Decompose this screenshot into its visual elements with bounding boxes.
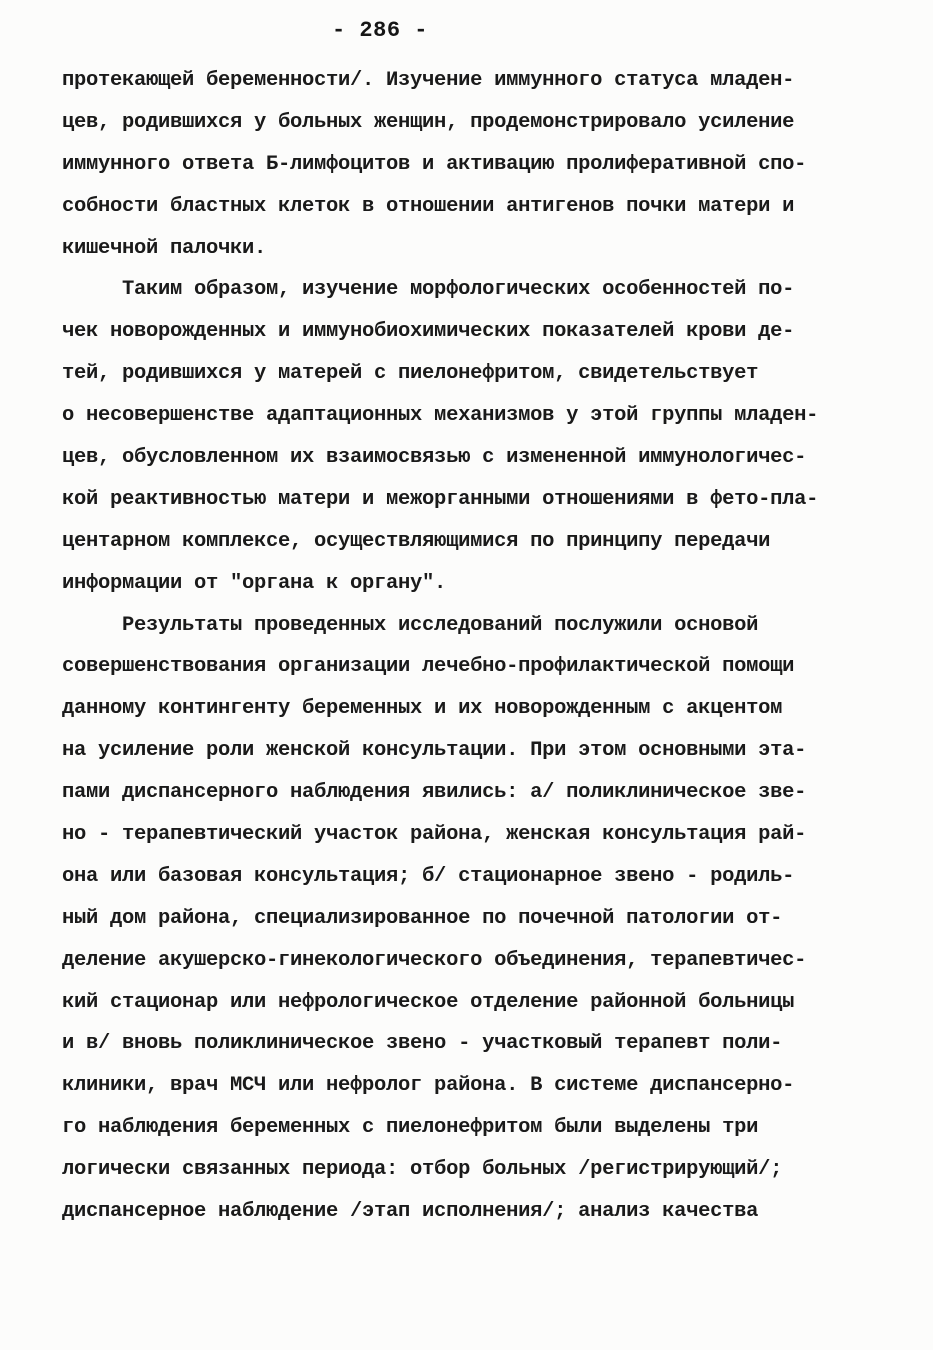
text-line: протекающей беременности/. Изучение иммунного статуса младен- bbox=[62, 69, 795, 92]
text-line: деление акушерско-гинекологического объединения, терапевтичес- bbox=[62, 948, 807, 972]
text-line: информации от "органа к органу". bbox=[62, 571, 447, 595]
text-line: тей, родившихся у матерей с пиелонефритом, свидетельствует bbox=[62, 362, 759, 386]
text-line: она или базовая консультация; б/ стационарное звено - родиль- bbox=[62, 864, 795, 888]
text-line: клиники, врач МСЧ или нефролог района. В системе диспансерно- bbox=[62, 1074, 795, 1098]
text-line: совершенствования организации лечебно-профилактической помощи bbox=[62, 655, 795, 679]
text-line: цев, родившихся у больных женщин, продемонстрировало усиление bbox=[62, 110, 795, 134]
text-line: но - терапевтический участок района, женская консультация рай- bbox=[62, 823, 807, 847]
page-number: - 286 - bbox=[332, 18, 428, 43]
text-line: о несовершенстве адаптационных механизмов у этой группы младен- bbox=[62, 404, 819, 428]
text-line: ный дом района, специализированное по почечной патологии от- bbox=[62, 906, 783, 930]
text-line: центарном комплексе, осуществляющимися по принципу передачи bbox=[62, 529, 771, 553]
text-line: Результаты проведенных исследований послужили основой bbox=[62, 613, 759, 637]
text-line: цев, обусловленном их взаимосвязью с измененной иммунологичес- bbox=[62, 446, 807, 470]
text-line: диспансерное наблюдение /этап исполнения/; анализ качества bbox=[62, 1200, 759, 1224]
text-line: логически связанных периода: отбор больных /регистрирующий/; bbox=[62, 1158, 783, 1182]
text-line: Таким образом, изучение морфологических особенностей по- bbox=[62, 278, 795, 302]
text-line: данному контингенту беременных и их новорожденным с акцентом bbox=[62, 697, 783, 721]
text-line: иммунного ответа Б-лимфоцитов и активацию пролиферативной спо- bbox=[62, 152, 807, 176]
text-line: кишечной палочки. bbox=[62, 236, 267, 260]
paragraph-3 bbox=[62, 605, 877, 1233]
paragraph-1 bbox=[62, 60, 877, 269]
body-text bbox=[62, 60, 877, 1233]
text-line: на усиление роли женской консультации. При этом основными эта- bbox=[62, 739, 807, 763]
text-line: чек новорожденных и иммунобиохимических показателей крови де- bbox=[62, 320, 795, 344]
text-line: кой реактивностью матери и межорганными отношениями в фето-пла- bbox=[62, 487, 819, 511]
text-line: собности бластных клеток в отношении антигенов почки матери и bbox=[62, 194, 795, 218]
paragraph-2 bbox=[62, 269, 877, 604]
text-line: го наблюдения беременных с пиелонефритом были выделены три bbox=[62, 1116, 759, 1140]
text-line: кий стационар или нефрологическое отделение районной больницы bbox=[62, 990, 795, 1014]
text-line: пами диспансерного наблюдения явились: а/ поликлиническое зве- bbox=[62, 781, 807, 805]
text-line: и в/ вновь поликлиническое звено - участковый терапевт поли- bbox=[62, 1032, 783, 1056]
